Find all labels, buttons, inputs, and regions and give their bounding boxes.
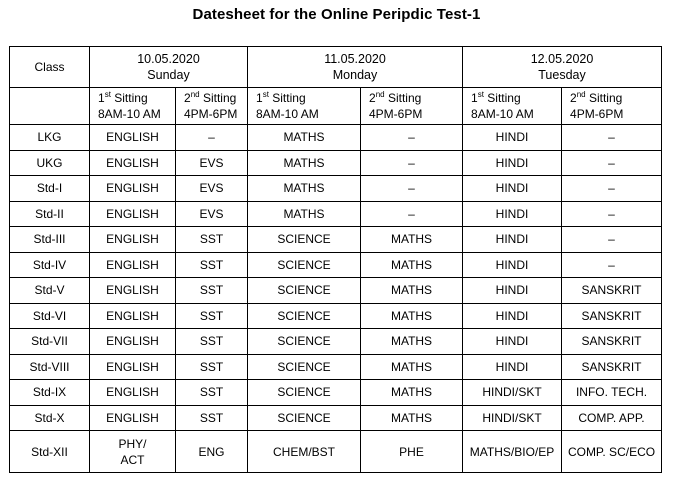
subject-cell: – xyxy=(562,201,662,227)
subject-cell: SST xyxy=(176,278,248,304)
class-cell: UKG xyxy=(10,150,90,176)
subject-cell: MATHS xyxy=(248,176,361,202)
day-name: Monday xyxy=(332,68,378,82)
class-cell: Std-IX xyxy=(10,380,90,406)
page-title: Datesheet for the Online Peripdic Test-1 xyxy=(192,6,481,23)
subject-cell: – xyxy=(361,201,463,227)
subject-cell: PHE xyxy=(361,431,463,473)
subject-cell: ENGLISH xyxy=(90,278,176,304)
subject-cell: MATHS xyxy=(248,125,361,151)
subject-cell: SANSKRIT xyxy=(562,354,662,380)
subject-cell: ENGLISH xyxy=(90,303,176,329)
sitting-header: 1st Sitting 8AM-10 AM xyxy=(90,88,176,125)
subject-cell: HINDI/SKT xyxy=(463,405,562,431)
subject-cell: MATHS xyxy=(248,150,361,176)
subject-cell: SST xyxy=(176,354,248,380)
subject-cell: ENGLISH xyxy=(90,329,176,355)
subject-cell: SCIENCE xyxy=(248,252,361,278)
subject-cell: MATHS xyxy=(361,278,463,304)
table-body xyxy=(10,125,662,431)
datesheet-table xyxy=(9,46,662,473)
class-cell: LKG xyxy=(10,125,90,151)
subject-cell: SCIENCE xyxy=(248,354,361,380)
subject-cell: ENGLISH xyxy=(90,125,176,151)
subject-cell: SCIENCE xyxy=(248,405,361,431)
subject-cell: MATHS xyxy=(248,201,361,227)
class-cell: Std-I xyxy=(10,176,90,202)
subject-cell: SANSKRIT xyxy=(562,329,662,355)
subject-cell: ENGLISH xyxy=(90,201,176,227)
subject-cell: MATHS xyxy=(361,303,463,329)
subject-cell: ENGLISH xyxy=(90,405,176,431)
subject-cell: ENGLISH xyxy=(90,150,176,176)
table-row xyxy=(10,303,662,329)
subject-cell: SCIENCE xyxy=(248,303,361,329)
empty-cell xyxy=(10,88,90,125)
table-row xyxy=(10,201,662,227)
subject-cell: MATHS xyxy=(361,380,463,406)
subject-cell: SANSKRIT xyxy=(562,303,662,329)
subject-cell: HINDI xyxy=(463,278,562,304)
day-name: Sunday xyxy=(147,68,190,82)
header-date-row xyxy=(10,47,662,88)
subject-cell: – xyxy=(562,150,662,176)
subject-cell: – xyxy=(361,176,463,202)
subject-cell: SCIENCE xyxy=(248,227,361,253)
subject-cell: – xyxy=(562,252,662,278)
table-row xyxy=(10,125,662,151)
subject-cell: ENG xyxy=(176,431,248,473)
sitting-header: 1st Sitting 8AM-10 AM xyxy=(248,88,361,125)
day-name: Tuesday xyxy=(538,68,586,82)
subject-cell: HINDI/SKT xyxy=(463,380,562,406)
subject-cell: – xyxy=(176,125,248,151)
table-row xyxy=(10,329,662,355)
subject-cell: – xyxy=(562,125,662,151)
subject-cell: SST xyxy=(176,329,248,355)
subject-cell: – xyxy=(361,125,463,151)
subject-cell: ENGLISH xyxy=(90,380,176,406)
class-cell: Std-V xyxy=(10,278,90,304)
class-cell: Std-XII xyxy=(10,431,90,473)
class-header: Class xyxy=(10,47,90,88)
subject-cell: SST xyxy=(176,227,248,253)
table-row xyxy=(10,227,662,253)
subject-cell: HINDI xyxy=(463,176,562,202)
day-date: 10.05.2020 xyxy=(137,52,200,66)
class-cell: Std-II xyxy=(10,201,90,227)
subject-cell: MATHS/BIO/EP xyxy=(463,431,562,473)
sitting-header: 2nd Sitting 4PM-6PM xyxy=(176,88,248,125)
day-header xyxy=(90,47,248,88)
subject-cell: ENGLISH xyxy=(90,227,176,253)
subject-cell: EVS xyxy=(176,176,248,202)
subject-cell: SST xyxy=(176,380,248,406)
subject-cell: COMP. SC/ECO xyxy=(562,431,662,473)
class-cell: Std-VII xyxy=(10,329,90,355)
subject-cell: SST xyxy=(176,252,248,278)
subject-cell: PHY/ ACT xyxy=(90,431,176,473)
subject-cell: HINDI xyxy=(463,329,562,355)
subject-cell: MATHS xyxy=(361,405,463,431)
day-header xyxy=(248,47,463,88)
header-sitting-row xyxy=(10,88,662,125)
subject-cell: CHEM/BST xyxy=(248,431,361,473)
subject-cell: HINDI xyxy=(463,201,562,227)
class-cell: Std-X xyxy=(10,405,90,431)
subject-cell: HINDI xyxy=(463,354,562,380)
class-cell: Std-VI xyxy=(10,303,90,329)
subject-cell: SANSKRIT xyxy=(562,278,662,304)
subject-cell: COMP. APP. xyxy=(562,405,662,431)
subject-cell: EVS xyxy=(176,150,248,176)
sitting-header: 1st Sitting 8AM-10 AM xyxy=(463,88,562,125)
subject-cell: MATHS xyxy=(361,354,463,380)
table-row xyxy=(10,176,662,202)
subject-cell: SST xyxy=(176,303,248,329)
subject-cell: – xyxy=(562,227,662,253)
subject-cell: HINDI xyxy=(463,227,562,253)
subject-cell: ENGLISH xyxy=(90,354,176,380)
day-date: 11.05.2020 xyxy=(324,52,386,66)
class-cell: Std-VIII xyxy=(10,354,90,380)
table-row xyxy=(10,278,662,304)
subject-cell: ENGLISH xyxy=(90,176,176,202)
class-cell: Std-III xyxy=(10,227,90,253)
subject-cell: SCIENCE xyxy=(248,380,361,406)
day-date: 12.05.2020 xyxy=(530,52,594,66)
subject-cell: ENGLISH xyxy=(90,252,176,278)
subject-cell: SCIENCE xyxy=(248,278,361,304)
subject-cell: MATHS xyxy=(361,329,463,355)
table-row xyxy=(10,405,662,431)
table-row xyxy=(10,431,662,473)
subject-cell: HINDI xyxy=(463,252,562,278)
subject-cell: SST xyxy=(176,405,248,431)
subject-cell: EVS xyxy=(176,201,248,227)
table-row xyxy=(10,150,662,176)
table-row xyxy=(10,380,662,406)
table-row xyxy=(10,354,662,380)
class-cell: Std-IV xyxy=(10,252,90,278)
sitting-header: 2nd Sitting 4PM-6PM xyxy=(562,88,662,125)
subject-cell: – xyxy=(562,176,662,202)
subject-cell: HINDI xyxy=(463,303,562,329)
subject-cell: MATHS xyxy=(361,227,463,253)
subject-cell: SCIENCE xyxy=(248,329,361,355)
subject-cell: INFO. TECH. xyxy=(562,380,662,406)
subject-cell: MATHS xyxy=(361,252,463,278)
table-row xyxy=(10,252,662,278)
sitting-header: 2nd Sitting 4PM-6PM xyxy=(361,88,463,125)
subject-cell: – xyxy=(361,150,463,176)
day-header xyxy=(463,47,662,88)
subject-cell: HINDI xyxy=(463,150,562,176)
subject-cell: HINDI xyxy=(463,125,562,151)
